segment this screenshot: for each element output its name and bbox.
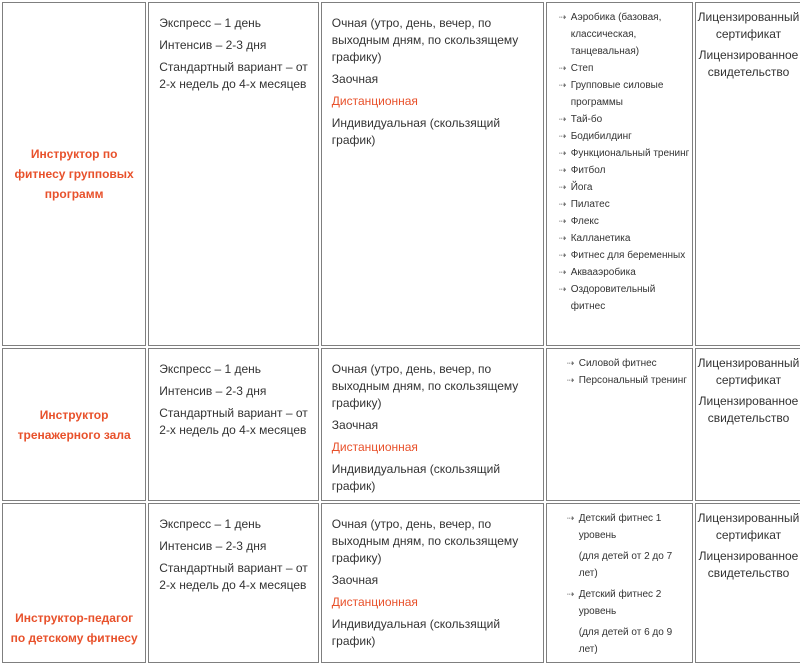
- course-name: Инструктор тренажерного зала: [17, 407, 131, 442]
- list-item-note: (для детей от 2 до 7 лет): [578, 551, 673, 579]
- duration-item: Интенсив – 2-3 дня: [159, 539, 267, 553]
- course-name-cell: [2, 348, 146, 501]
- list-item: ⇢ Групповые силовые программы: [559, 77, 690, 111]
- course-name-cell: [2, 503, 146, 663]
- duration-cell: [148, 503, 319, 663]
- study-form-item: Заочная: [331, 418, 379, 432]
- specialization-cell: [546, 2, 693, 346]
- study-form-cell: [321, 2, 544, 346]
- duration-item: Интенсив – 2-3 дня: [159, 384, 267, 398]
- study-form-item-highlighted: Дистанционная: [331, 440, 418, 454]
- list-item: ⇢ Фитнес для беременных: [559, 247, 690, 264]
- document-cell: [695, 503, 800, 663]
- arrow-right-icon: ⇢: [558, 63, 567, 73]
- list-item-note: (для детей от 6 до 9 лет): [578, 627, 673, 655]
- arrow-right-icon: ⇢: [558, 199, 567, 209]
- duration-item: Интенсив – 2-3 дня: [159, 38, 267, 52]
- arrow-right-icon: ⇢: [558, 233, 567, 243]
- table-row: [2, 503, 800, 663]
- document-item: Лицензированный сертификат: [697, 10, 800, 41]
- duration-item: Экспресс – 1 день: [159, 517, 262, 531]
- list-item: ⇢ Функциональный тренинг: [559, 145, 690, 162]
- document-item: Лицензированное свидетельство: [698, 394, 799, 425]
- list-item: ⇢ Фитбол: [559, 162, 690, 179]
- arrow-right-icon: ⇢: [558, 165, 567, 175]
- arrow-right-icon: ⇢: [558, 284, 567, 294]
- arrow-right-icon: ⇢: [566, 589, 575, 599]
- study-form-item: Индивидуальная (скользящий график): [331, 462, 501, 493]
- list-item: ⇢ Аквааэробика: [559, 264, 690, 281]
- document-item: Лицензированное свидетельство: [698, 549, 799, 580]
- study-form-item-highlighted: Дистанционная: [331, 94, 418, 108]
- study-form-item: Очная (утро, день, вечер, по выходным дням, по скользящему графику): [331, 16, 519, 64]
- arrow-right-icon: ⇢: [566, 375, 575, 385]
- list-item: ⇢ Пилатес: [559, 196, 690, 213]
- document-cell: [695, 348, 800, 501]
- list-item: ⇢ Оздоровительный фитнес: [559, 281, 690, 315]
- list-item: ⇢ Йога: [559, 179, 690, 196]
- specialization-list: [547, 504, 692, 658]
- study-form-cell: [321, 348, 544, 501]
- list-item: ⇢ Калланетика: [559, 230, 690, 247]
- duration-item: Экспресс – 1 день: [159, 16, 262, 30]
- arrow-right-icon: ⇢: [558, 148, 567, 158]
- arrow-right-icon: ⇢: [558, 131, 567, 141]
- table-row: [2, 348, 800, 501]
- course-name: Инструктор по фитнесу групповых программ: [14, 147, 134, 201]
- list-item: ⇢ Детский фитнес 2 уровень: [567, 586, 690, 620]
- list-item: ⇢ Аэробика (базовая, классическая, танцевальная): [559, 9, 690, 60]
- specialization-list: [547, 349, 692, 389]
- study-form-item: Очная (утро, день, вечер, по выходным дням, по скользящему графику): [331, 517, 519, 565]
- arrow-right-icon: ⇢: [558, 182, 567, 192]
- study-form-item-highlighted: Дистанционная: [331, 595, 418, 609]
- document-cell: [695, 2, 800, 346]
- arrow-right-icon: ⇢: [558, 114, 567, 124]
- arrow-right-icon: ⇢: [558, 250, 567, 260]
- list-item: ⇢ Тай-бо: [559, 111, 690, 128]
- course-name-cell: [2, 2, 146, 346]
- duration-item: Экспресс – 1 день: [159, 362, 262, 376]
- study-form-item: Индивидуальная (скользящий график): [331, 116, 501, 147]
- study-form-item: Очная (утро, день, вечер, по выходным дням, по скользящему графику): [331, 362, 519, 410]
- arrow-right-icon: ⇢: [558, 216, 567, 226]
- specialization-cell: [546, 348, 693, 501]
- list-item: ⇢ Бодибилдинг: [559, 128, 690, 145]
- list-item: ⇢ Силовой фитнес: [567, 355, 690, 372]
- list-item: ⇢ Степ: [559, 60, 690, 77]
- duration-cell: [148, 2, 319, 346]
- study-form-cell: [321, 503, 544, 663]
- course-name: Инструктор-педагог по детскому фитнесу: [10, 611, 138, 645]
- list-item: ⇢ Персональный тренинг: [567, 372, 690, 389]
- arrow-right-icon: ⇢: [566, 513, 575, 523]
- specialization-list: [547, 3, 692, 315]
- list-item: ⇢ Детский фитнес 1 уровень: [567, 510, 690, 544]
- study-form-item: Заочная: [331, 72, 379, 86]
- study-form-item: Индивидуальная (скользящий график): [331, 617, 501, 648]
- arrow-right-icon: ⇢: [558, 12, 567, 22]
- duration-item: Стандартный вариант – от 2-х недель до 4-х месяцев: [159, 561, 308, 592]
- arrow-right-icon: ⇢: [558, 80, 567, 90]
- study-form-item: Заочная: [331, 573, 379, 587]
- duration-item: Стандартный вариант – от 2-х недель до 4-х месяцев: [159, 60, 308, 91]
- specialization-cell: [546, 503, 693, 663]
- document-item: Лицензированный сертификат: [697, 356, 800, 387]
- document-item: Лицензированное свидетельство: [698, 48, 799, 79]
- duration-item: Стандартный вариант – от 2-х недель до 4-х месяцев: [159, 406, 308, 437]
- arrow-right-icon: ⇢: [558, 267, 567, 277]
- document-item: Лицензированный сертификат: [697, 511, 800, 542]
- table-row: [2, 2, 800, 346]
- arrow-right-icon: ⇢: [566, 358, 575, 368]
- duration-cell: [148, 348, 319, 501]
- list-item: ⇢ Флекс: [559, 213, 690, 230]
